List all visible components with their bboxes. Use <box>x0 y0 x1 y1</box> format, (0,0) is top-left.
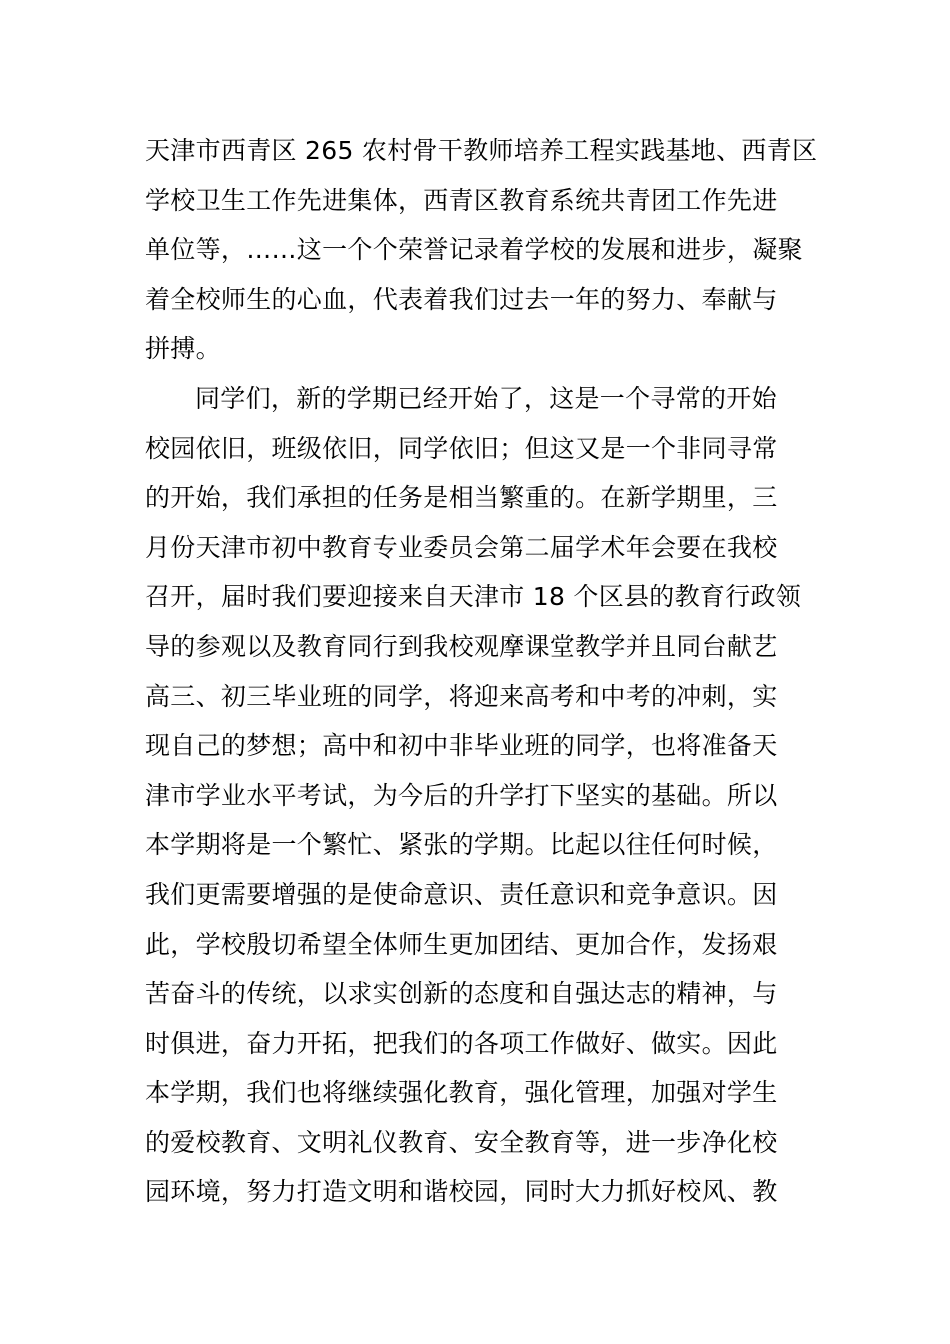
text-line: 的开始，我们承担的任务是相当繁重的。在新学期里，三 <box>145 483 778 513</box>
text-line: 本学期，我们也将继续强化教育，强化管理，加强对学生 <box>145 1078 778 1108</box>
text-line: 本学期将是一个繁忙、紧张的学期。比起以往任何时候， <box>145 830 778 860</box>
text-line: 拼搏。 <box>145 334 221 364</box>
body-text <box>145 126 818 1217</box>
text-line: 津市学业水平考试，为今后的升学打下坚实的基础。所以 <box>145 780 778 810</box>
text-line: 现自己的梦想；高中和初中非毕业班的同学，也将准备天 <box>145 731 778 761</box>
text-line: 天津市西青区 265 农村骨干教师培养工程实践基地、西青区 <box>145 136 818 165</box>
text-line: 月份天津市初中教育专业委员会第二届学术年会要在我校 <box>145 532 778 562</box>
text-line: 时俱进，奋力开拓，把我们的各项工作做好、做实。因此 <box>145 1028 778 1058</box>
text-line: 园环境，努力打造文明和谐校园，同时大力抓好校风、教 <box>145 1177 778 1207</box>
text-line: 导的参观以及教育同行到我校观摩课堂教学并且同台献艺 <box>145 631 778 661</box>
text-line: 单位等，……这一个个荣誉记录着学校的发展和进步，凝聚 <box>145 235 803 265</box>
text-line: 着全校师生的心血，代表着我们过去一年的努力、奉献与 <box>145 284 778 314</box>
text-line: 此，学校殷切希望全体师生更加团结、更加合作，发扬艰 <box>145 929 778 959</box>
text-line: 召开，届时我们要迎接来自天津市 18 个区县的教育行政领 <box>145 582 802 612</box>
text-line: 学校卫生工作先进集体，西青区教育系统共青团工作先进 <box>145 185 778 215</box>
text-line: 的爱校教育、文明礼仪教育、安全教育等，进一步净化校 <box>145 1127 778 1157</box>
text-line: 校园依旧，班级依旧，同学依旧；但这又是一个非同寻常 <box>145 433 778 463</box>
text-line: 高三、初三毕业班的同学，将迎来高考和中考的冲刺，实 <box>145 681 778 711</box>
text-line: 我们更需要增强的是使命意识、责任意识和竞争意识。因 <box>145 879 778 909</box>
paragraph-first-line: 同学们，新的学期已经开始了，这是一个寻常的开始 <box>195 383 777 413</box>
text-line: 苦奋斗的传统，以求实创新的态度和自强达志的精神，与 <box>145 979 778 1009</box>
